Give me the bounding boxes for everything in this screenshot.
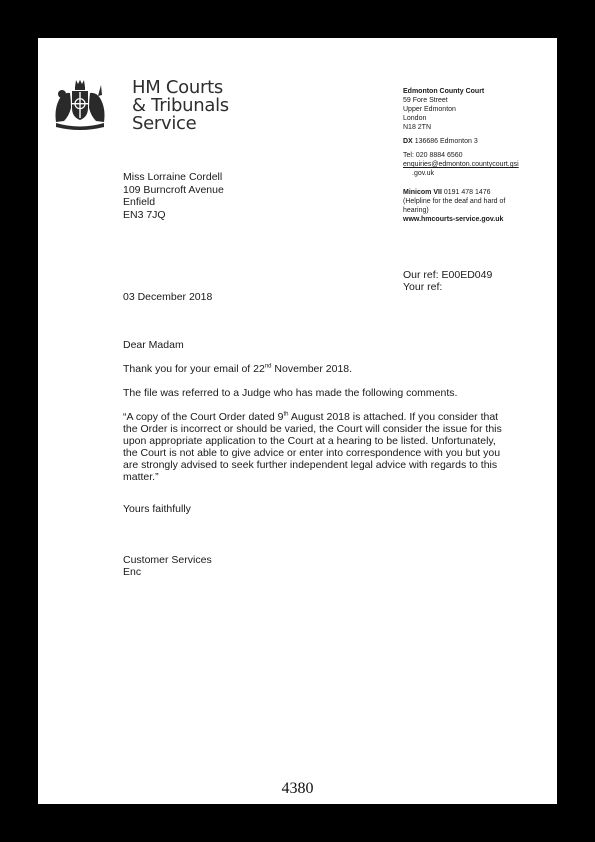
court-address-line-2: Upper Edmonton — [403, 106, 456, 113]
court-name: Edmonton County Court — [403, 88, 485, 95]
salutation: Dear Madam — [123, 339, 184, 351]
court-telephone: Tel: 020 8884 6560 — [403, 152, 463, 159]
court-website-link[interactable]: www.hmcourts-service.gov.uk — [403, 216, 504, 223]
court-email-continuation: .gov.uk — [412, 170, 435, 177]
referral-paragraph: The file was referred to a Judge who has made the following comments. — [123, 387, 458, 399]
letter-date: 03 December 2018 — [123, 291, 213, 303]
signature-department: Customer Services — [123, 554, 212, 566]
closing: Yours faithfully — [123, 503, 191, 515]
recipient-street: 109 Burncroft Avenue — [123, 183, 224, 196]
court-address-line-3: London — [403, 115, 427, 122]
court-helpline-1: (Helpline for the deaf and hard of — [403, 198, 506, 205]
court-contact-block — [403, 87, 553, 224]
signature-block — [123, 554, 212, 578]
recipient-town: Enfield — [123, 196, 156, 208]
thanks-paragraph: Thank you for your email of 22nd November 2018. — [123, 363, 353, 375]
recipient-postcode: EN3 7JQ — [123, 208, 166, 221]
logo-line-1: HM Courts — [132, 77, 223, 98]
logo-line-2: & Tribunals — [132, 95, 229, 116]
court-dx: DX 136686 Edmonton 3 — [403, 138, 478, 145]
letter-page — [38, 38, 557, 804]
court-address-line-4: N18 2TN — [403, 124, 432, 131]
court-helpline-2: hearing) — [403, 207, 429, 214]
judge-quote-paragraph: “A copy of the Court Order dated 9th August 2018 is attached. If you consider that the Order is incorrect or should be varied, the Court will consider the issue for this upon appropriate application to the Court at a hearing to be listed. Unfortunately, the Court is not able to give advice or enter into correspondence with you but you are strongly advised to seek further independent legal advice with regards to this matter.” — [123, 411, 502, 483]
hmcts-logo — [132, 79, 229, 133]
letter-body — [123, 339, 508, 515]
court-address-line-1: 59 Fore Street — [403, 97, 448, 104]
reference-block — [403, 269, 492, 293]
recipient-address — [123, 171, 224, 221]
your-reference: Your ref: — [403, 281, 443, 293]
enclosure-note: Enc — [123, 566, 142, 578]
court-minicom: Minicom VII 0191 478 1476 — [403, 189, 491, 196]
page-number: 4380 — [281, 780, 314, 797]
logo-line-3: Service — [132, 113, 197, 134]
royal-coat-of-arms-icon — [52, 78, 108, 130]
recipient-name: Miss Lorraine Cordell — [123, 171, 223, 183]
court-email-link[interactable]: enquiries@edmonton.countycourt.gsi — [403, 161, 519, 168]
our-reference: Our ref: E00ED049 — [403, 269, 493, 281]
